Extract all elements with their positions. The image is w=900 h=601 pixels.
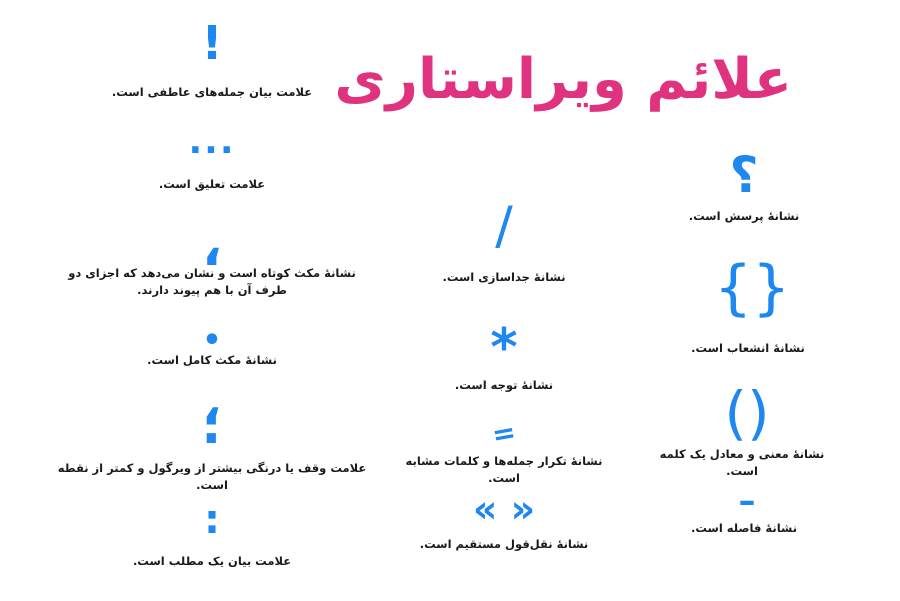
guillemets-symbol: « » <box>472 487 536 531</box>
period-symbol: • <box>202 323 222 358</box>
ellipsis-caption: علامت تعلیق است. <box>158 177 266 191</box>
question-mark-symbol: ؟ <box>729 146 759 204</box>
colon-symbol: : <box>204 497 220 543</box>
semicolon-symbol: ؛ <box>201 396 223 456</box>
period-caption: نشانهٔ مکث کامل است. <box>147 353 277 367</box>
parentheses-symbol: () <box>724 379 770 447</box>
equals-symbol: = <box>489 415 519 452</box>
slash-symbol: / <box>495 196 513 256</box>
comma-caption: نشانهٔ مکث کوتاه است و نشان می‌دهد که اجزای دو طرف آن با هم پیوند دارند. <box>68 266 356 297</box>
exclamation-mark-symbol: ! <box>201 16 223 70</box>
dash-caption: نشانهٔ فاصله است. <box>690 521 798 535</box>
question-mark-caption: نشانهٔ پرسش است. <box>688 209 800 223</box>
semicolon-caption: علامت وقف یا درنگی بیشتر از ویرگول و کمتر از نقطه است. <box>57 461 367 492</box>
braces-caption: نشانهٔ انشعاب است. <box>691 341 805 355</box>
dash-symbol: – <box>738 481 756 521</box>
guillemets-caption: نشانهٔ نقل‌قول مستقیم است. <box>419 537 589 551</box>
braces-symbol: {} <box>714 253 791 323</box>
asterisk-symbol: * <box>490 318 518 378</box>
colon-caption: علامت بیان یک مطلب است. <box>132 554 292 568</box>
ellipsis-symbol: ... <box>188 121 236 162</box>
exclamation-mark-caption: علامت بیان جمله‌های عاطفی است. <box>111 85 313 99</box>
page-title: علائم ویراستاری <box>334 47 792 112</box>
asterisk-caption: نشانهٔ توجه است. <box>454 378 554 392</box>
parentheses-caption: نشانهٔ معنی و معادل یک کلمه است. <box>659 447 825 478</box>
equals-caption: نشانهٔ تکرار جمله‌ها و کلمات مشابه است. <box>405 454 603 485</box>
comma-symbol: ، <box>202 218 222 278</box>
slash-caption: نشانهٔ جداسازی است. <box>442 270 566 284</box>
